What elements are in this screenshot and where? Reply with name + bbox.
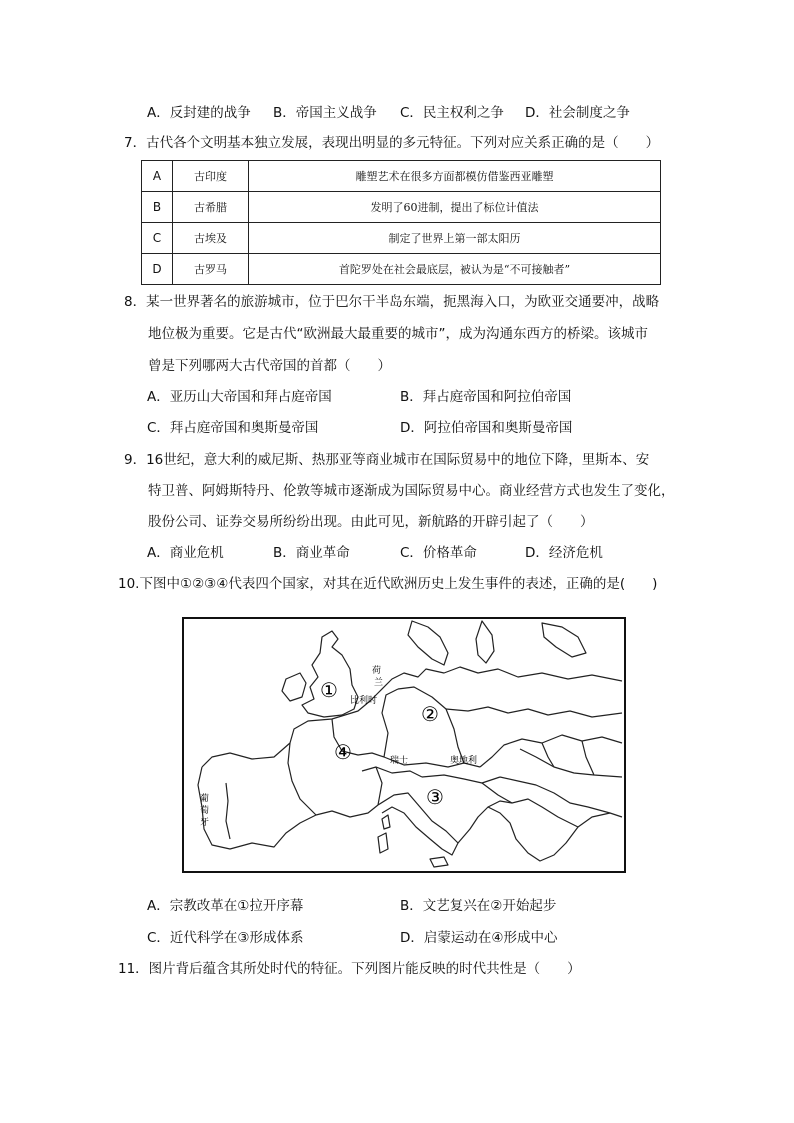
q7-row-civ: 古罗马 (173, 254, 249, 285)
map-label-4: ④ (334, 740, 352, 764)
q7-row-letter: B (142, 192, 173, 223)
q7-row-letter: C (142, 223, 173, 254)
q7-row (142, 192, 661, 223)
map-label-ya: 牙 (200, 818, 210, 828)
q7-table (141, 160, 661, 285)
q7-row-civ: 古希腊 (173, 192, 249, 223)
q8-option-a: A．亚历山大帝国和拜占庭帝国 (147, 389, 332, 405)
map-label-aodili: 奥地利 (450, 756, 478, 766)
q7-row-civ: 古埃及 (173, 223, 249, 254)
q8-option-c: C．拜占庭帝国和奥斯曼帝国 (147, 420, 319, 436)
europe-map (182, 617, 626, 873)
map-label-ruishi: 瑞士 (390, 756, 409, 766)
q6-option-a: A．反封建的战争 (147, 105, 251, 121)
q9-option-d: D．经济危机 (525, 545, 603, 561)
map-label-pu: 葡 (200, 794, 210, 804)
q7-row-desc: 雕塑艺术在很多方面都模仿借鉴西亚雕塑 (249, 161, 661, 192)
map-label-2: ② (421, 702, 439, 726)
q7-row-desc: 制定了世界上第一部太阳历 (249, 223, 661, 254)
q7-row (142, 223, 661, 254)
q8-option-b: B．拜占庭帝国和阿拉伯帝国 (400, 389, 572, 405)
map-label-he: 荷 (372, 666, 382, 676)
q7-row-desc: 首陀罗处在社会最底层，被认为是“不可接触者” (249, 254, 661, 285)
q8-stem-line-3: 曾是下列哪两大古代帝国的首都（ ） (148, 358, 391, 374)
q9-stem-line-1: 9．16世纪，意大利的威尼斯、热那亚等商业城市在国际贸易中的地位下降，里斯本、安 (124, 452, 650, 468)
q7-row-letter: A (142, 161, 173, 192)
q9-stem-line-3: 股份公司、证券交易所纷纷出现。由此可见，新航路的开辟引起了（ ） (148, 514, 594, 530)
q7-row (142, 161, 661, 192)
map-label-bilishi: 比利时 (350, 696, 378, 706)
q8-stem-line-1: 8．某一世界著名的旅游城市，位于巴尔干半岛东端，扼黑海入口，为欧亚交通要冲，战略 (124, 294, 660, 310)
q8-option-d: D．阿拉伯帝国和奥斯曼帝国 (400, 420, 573, 436)
q9-option-b: B．商业革命 (273, 545, 350, 561)
q7-row (142, 254, 661, 285)
q9-stem-line-2: 特卫普、阿姆斯特丹、伦敦等城市逐渐成为国际贸易中心。商业经营方式也发生了变化， (148, 483, 675, 499)
q10-option-b: B．文艺复兴在②开始起步 (400, 898, 557, 914)
q9-option-c: C．价格革命 (400, 545, 477, 561)
q7-row-desc: 发明了60进制，提出了标位计值法 (249, 192, 661, 223)
q10-option-c: C．近代科学在③形成体系 (147, 930, 304, 946)
q7-row-letter: D (142, 254, 173, 285)
q10-option-a: A．宗教改革在①拉开序幕 (147, 898, 304, 914)
map-label-1: ① (320, 678, 338, 702)
q6-option-c: C．民主权利之争 (400, 105, 504, 121)
map-label-lan: 兰 (374, 678, 384, 688)
map-label-tao: 萄 (200, 806, 210, 816)
q11-stem: 11．图片背后蕴含其所处时代的特征。下列图片能反映的时代共性是（ ） (118, 961, 581, 977)
q7-row-civ: 古印度 (173, 161, 249, 192)
q7-stem: 7．古代各个文明基本独立发展，表现出明显的多元特征。下列对应关系正确的是（ ） (124, 135, 660, 151)
q10-stem: 10.下图中①②③④代表四个国家，对其在近代欧洲历史上发生事件的表述，正确的是( ) (118, 576, 658, 592)
q6-option-b: B．帝国主义战争 (273, 105, 377, 121)
q8-stem-line-2: 地位极为重要。它是古代“欧洲最大最重要的城市”，成为沟通东西方的桥梁。该城市 (148, 326, 648, 342)
map-label-3: ③ (426, 785, 444, 809)
q10-option-d: D．启蒙运动在④形成中心 (400, 930, 558, 946)
q6-option-d: D．社会制度之争 (525, 105, 630, 121)
q9-option-a: A．商业危机 (147, 545, 224, 561)
